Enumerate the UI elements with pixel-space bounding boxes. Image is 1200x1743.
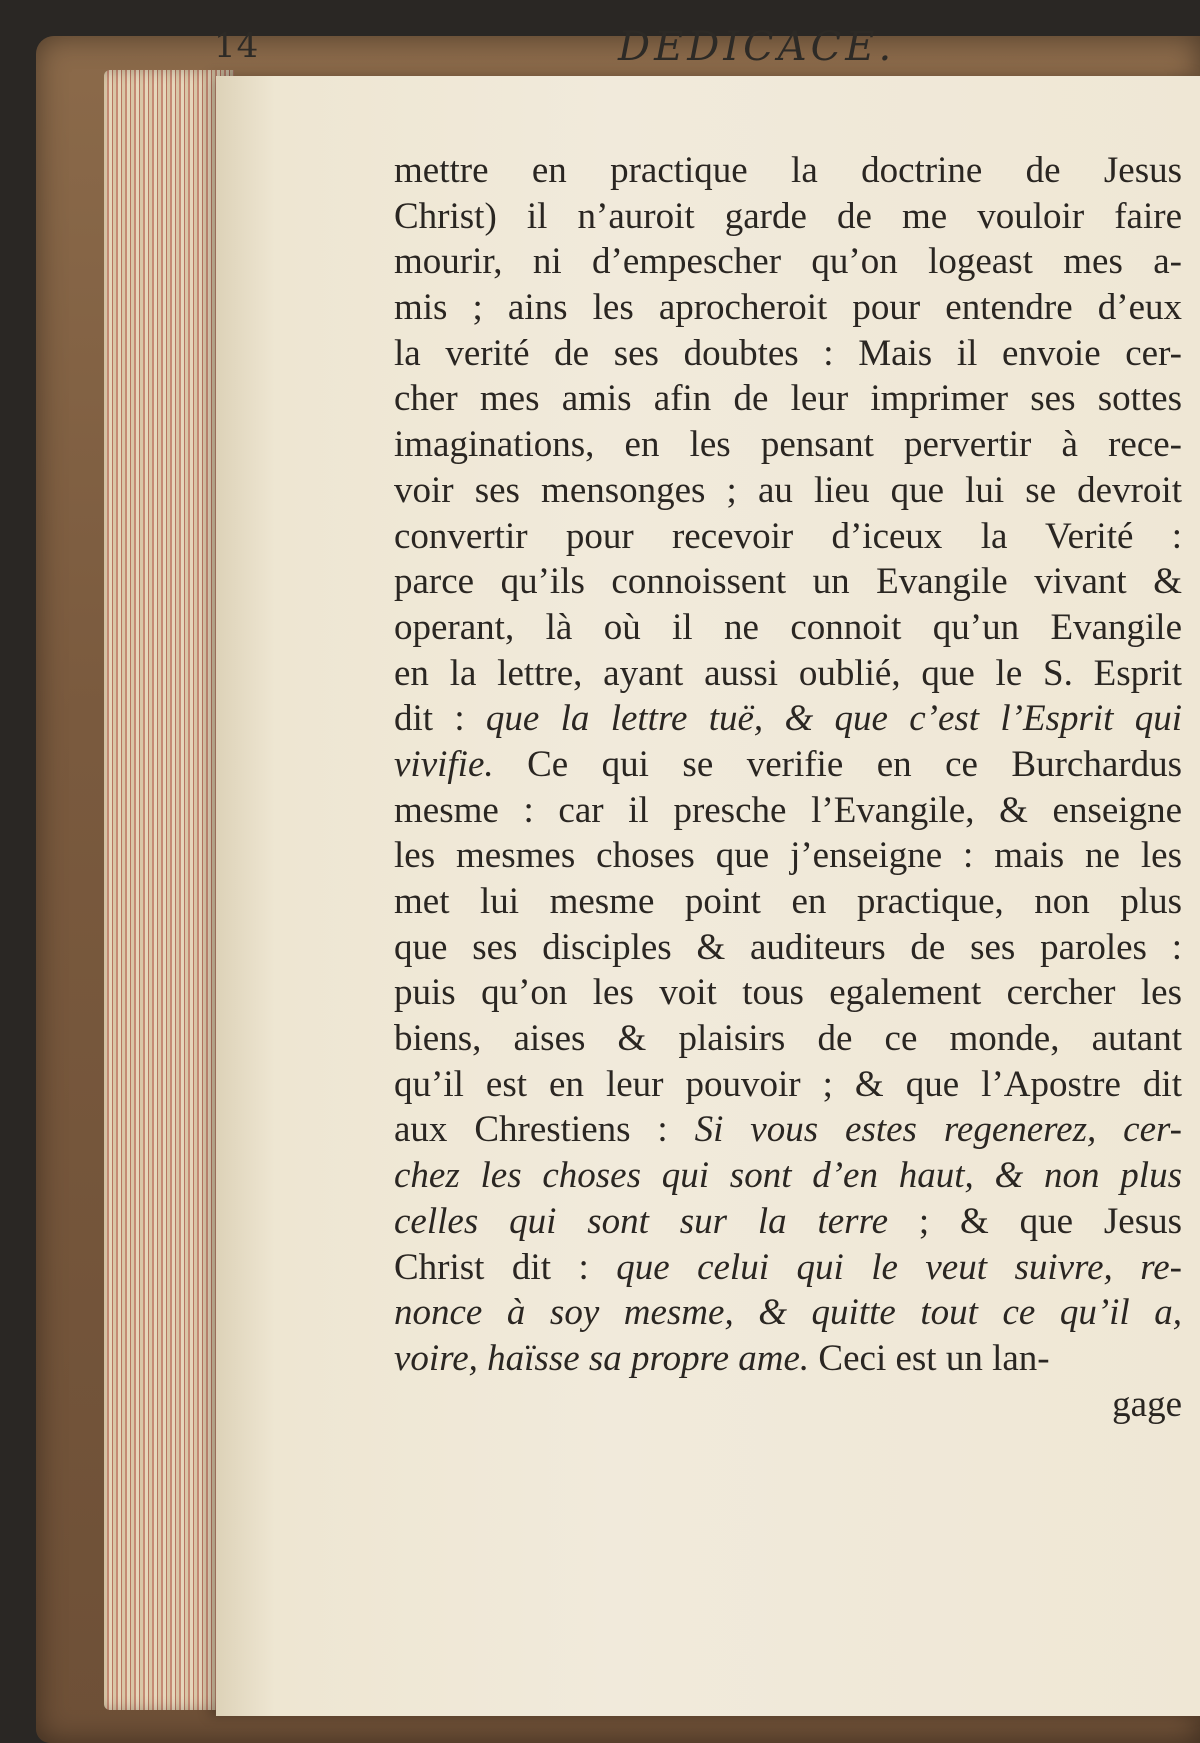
- roman-text: biens, aises & plaisirs de ce monde, autant: [394, 1018, 1182, 1060]
- roman-text: les mesmes choses que j’enseigne : mais ne les: [394, 835, 1182, 877]
- italic-text: que celui qui le veut suivre, re-: [616, 1246, 1182, 1288]
- roman-text: met lui mesme point en practique, non plus: [394, 881, 1182, 922]
- text-line: [394, 285, 1182, 331]
- text-line: [394, 925, 1182, 971]
- roman-text: cher mes amis afin de leur imprimer ses sottes: [394, 378, 1182, 420]
- roman-text: qu’il est en leur pouvoir ; & que l’Apostre dit: [394, 1063, 1182, 1105]
- italic-text: Si vous estes regenerez, cer-: [694, 1109, 1182, 1151]
- roman-text: Ceci est un lan-: [809, 1337, 1050, 1379]
- text-line: [394, 148, 1182, 194]
- text-line: [394, 879, 1182, 925]
- italic-text: vivifie.: [394, 743, 494, 785]
- roman-text: aux Chrestiens :: [394, 1109, 695, 1151]
- catchword: gage: [1112, 1383, 1182, 1425]
- text-line: [394, 788, 1182, 834]
- page-edges: [104, 70, 234, 1710]
- text-line: [394, 1107, 1182, 1153]
- roman-text: Christ) il n’auroit garde de me vouloir faire: [394, 195, 1182, 237]
- roman-text: Ce qui se verifie en ce Burchardus: [493, 743, 1182, 785]
- text-line: [394, 1062, 1182, 1108]
- roman-text: operant, là où il ne connoit qu’un Evangile: [394, 606, 1182, 648]
- roman-text: imaginations, en les pensant pervertir à rece-: [394, 424, 1182, 466]
- roman-text: puis qu’on les voit tous egalement cercher les: [394, 972, 1182, 1014]
- roman-text: mesme : car il presche l’Evangile, & enseigne: [394, 789, 1182, 831]
- roman-text: convertir pour recevoir d’iceux la Verité :: [394, 515, 1182, 557]
- text-line: [394, 559, 1182, 605]
- text-line: [394, 742, 1182, 788]
- text-line: [394, 1290, 1182, 1336]
- italic-text: voire, haïsse sa propre ame.: [394, 1337, 810, 1379]
- roman-text: voir ses mensonges ; au lieu que lui se devroit: [394, 469, 1182, 511]
- body-text: [394, 148, 1182, 1427]
- roman-text: que ses disciples & auditeurs de ses paroles :: [394, 926, 1182, 968]
- text-line: [394, 1199, 1182, 1245]
- roman-text: parce qu’ils connoissent un Evangile vivant &: [394, 561, 1182, 603]
- text-line: [394, 970, 1182, 1016]
- roman-text: mettre en practique la doctrine de Jesus: [394, 150, 1182, 191]
- italic-text: que la lettre tuë, & que c’est l’Esprit qui: [485, 698, 1182, 740]
- roman-text: ; & que Jesus: [888, 1200, 1183, 1242]
- text-line: [394, 1336, 1182, 1382]
- page-number: 14: [214, 26, 260, 66]
- text-line: [394, 605, 1182, 651]
- italic-text: celles qui sont sur la terre: [394, 1200, 889, 1242]
- text-line: [394, 1245, 1182, 1291]
- text-line: [394, 696, 1182, 742]
- text-line: [394, 468, 1182, 514]
- roman-text: dit :: [394, 698, 486, 740]
- text-line: [394, 194, 1182, 240]
- text-line: [394, 239, 1182, 285]
- roman-text: la verité de ses doubtes : Mais il envoie cer-: [394, 332, 1182, 374]
- running-title: DEDICACE.: [618, 24, 896, 70]
- text-line: [394, 514, 1182, 560]
- roman-text: Christ dit :: [394, 1246, 617, 1288]
- text-line: [394, 422, 1182, 468]
- italic-text: nonce à soy mesme, & quitte tout ce qu’il a,: [394, 1292, 1182, 1334]
- roman-text: mis ; ains les aprocheroit pour entendre d’eux: [394, 287, 1182, 329]
- italic-text: chez les choses qui sont d’en haut, & non plus: [394, 1155, 1182, 1197]
- text-line: [394, 651, 1182, 697]
- roman-text: en la lettre, ayant aussi oublié, que le S. Esprit: [394, 652, 1182, 694]
- page-content: [176, 22, 1186, 82]
- text-line: [394, 833, 1182, 879]
- running-head: [176, 22, 1186, 82]
- text-line: [394, 1153, 1182, 1199]
- text-line: [394, 331, 1182, 377]
- roman-text: mourir, ni d’empescher qu’on logeast mes a-: [394, 241, 1182, 283]
- text-line: [394, 376, 1182, 422]
- text-line: [394, 1016, 1182, 1062]
